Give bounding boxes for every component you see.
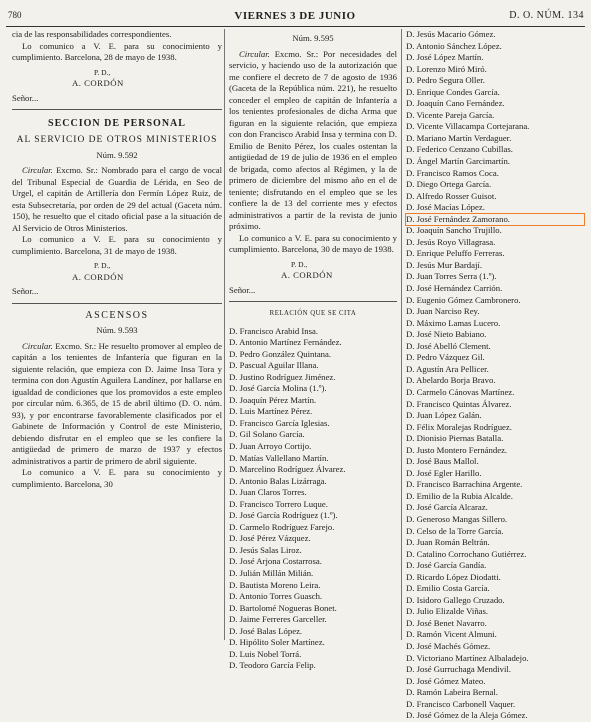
- list-item: D. Federico Cenzano Cubillas.: [406, 144, 513, 155]
- list-item: D. Carmelo Cánovas Martínez.: [406, 386, 515, 397]
- column-3: [406, 29, 584, 721]
- list-item: D. Emilio de la Rubia Alcalde.: [406, 490, 513, 501]
- list-item: D. José Egler Harillo.: [406, 467, 482, 478]
- section-title: SECCION DE PERSONAL: [48, 118, 186, 129]
- circular-body: Excmo. Sr.: Nombrado para el cargo de vocal del Tribunal Especial de Guardia de Lérida, en Seo de Urgel, el capitán de Artillería don Fermín López Ruiz, de esta Subsecretaría, por orden de 29 del actual (Gaceta núm. 150), he resuelto que el citado oficial pase a la situación de Al Servicio de Otros Ministerios.: [12, 165, 222, 233]
- list-item: D. Pascual Aguilar Illana.: [229, 360, 319, 371]
- circular-closing: Lo comunico a V. E. para su conocimiento y cumplimiento. Barcelona, 30 de mayo de 1938.: [229, 232, 397, 254]
- list-item: D. Juan Claros Torres.: [229, 487, 307, 498]
- list-item: D. Joaquín Cano Fernández.: [406, 98, 505, 109]
- circular-body: Excmo. Sr.: Por necesidades del servicio, y haciendo uso de la autorización que me confiere el decreto de 7 de agosto de 1936 (Gaceta de la República núm. 221), he resuelto conceder el empleo de capitán de Infantería a los tenientes profesionales de dicha Arma que figuran en la siguiente relación, que empieza con don Francisco Arabid Insa y termina con D. Emilio de Benito Pérez, los cuales ostentan la antigüedad de 19 de julio de 1936 en el empleo de brigada, como afectos al Régimen, y la de primero de diciembre del mismo año en el de teniente; disfrutando en el empleo que se les confiere la de 13 del corriente mes y efectos administrativos a partir de la revista de junio próximo.: [229, 48, 397, 231]
- name-list-3: [406, 29, 584, 722]
- issue-date: VIERNES 3 DE JUNIO: [234, 10, 356, 22]
- list-item: D. Agustín Ara Pellicer.: [406, 363, 489, 374]
- list-item: D. José García Molina (1.º).: [229, 383, 327, 394]
- order-number: Núm. 9.592: [96, 149, 138, 160]
- list-item: D. José García Gandía.: [406, 560, 487, 571]
- list-item: D. José García Rodríguez (1.º).: [229, 510, 338, 521]
- list-item: D. Antonio Balas Lizárraga.: [229, 475, 327, 486]
- list-item: D. Victoriano Martínez Albaladejo.: [406, 652, 529, 663]
- list-item: D. Generoso Mangas Sillero.: [406, 513, 508, 524]
- list-item: D. Catalino Corrochano Gutiérrez.: [406, 548, 527, 559]
- list-item: D. Lorenzo Miró Miró.: [406, 63, 487, 74]
- signature-block-1: [12, 67, 222, 90]
- list-item: D. Pedro Segura Oller.: [406, 75, 485, 86]
- signature-name: A. CORDÓN: [281, 270, 333, 280]
- list-item: D. Jaime Ferreres Garceller.: [229, 614, 327, 625]
- list-item: D. Justo Montero Fernández.: [406, 444, 508, 455]
- list-item: D. Francisco Ramos Coca.: [406, 167, 499, 178]
- list-item: D. Emilio Costa García.: [406, 583, 490, 594]
- signature-block-2: [12, 260, 222, 283]
- relation-title: RELACIÓN QUE SE CITA: [269, 310, 357, 317]
- list-item: D. Isidoro Gallego Cruzado.: [406, 594, 505, 605]
- list-item: D. Ramón Labeira Bernal.: [406, 687, 498, 698]
- signature-pd: P. D.,: [94, 261, 111, 270]
- list-item: D. Juan López Galán.: [406, 410, 482, 421]
- signature-name: A. CORDÓN: [72, 78, 124, 88]
- list-item: D. José Benet Navarro.: [406, 617, 487, 628]
- addressee: Señor...: [12, 92, 39, 103]
- list-item: D. Antonio Sánchez López.: [406, 40, 502, 51]
- list-item: D. Diego Ortega García.: [406, 179, 492, 190]
- list-item: D. Félix Moralejas Rodríguez.: [406, 421, 512, 432]
- section-subtitle: AL SERVICIO DE OTROS MINISTERIOS: [16, 134, 218, 145]
- intro-closing: Lo comunico a V. E. para su conocimiento y cumplimiento. Barcelona, 28 de mayo de 1938.: [12, 40, 222, 62]
- page-header: [6, 4, 584, 24]
- addressee: Señor...: [229, 284, 256, 295]
- list-item: D. José Abelló Clement.: [406, 340, 491, 351]
- list-item: D. Vicente Villacampa Cortejarana.: [406, 121, 530, 132]
- list-item: D. Hipólito Soler Martínez.: [229, 637, 325, 648]
- list-item: D. Dionisio Piernas Batalla.: [406, 433, 504, 444]
- list-item: D. Joaquín Pérez Martín.: [229, 394, 317, 405]
- list-item: D. Antonio Martínez Fernández.: [229, 337, 342, 348]
- list-item: D. Máximo Lamas Lucero.: [406, 317, 501, 328]
- list-item: D. Francisco Carbonell Vaquer.: [406, 698, 516, 709]
- list-item: D. Ricardo López Diodatti.: [406, 571, 501, 582]
- page-number: 780: [8, 10, 22, 20]
- list-item: D. Pedro Vázquez Gil.: [406, 352, 485, 363]
- list-item: D. Enrique Peluffo Ferreras.: [406, 248, 505, 259]
- order-number: Núm. 9.595: [292, 33, 334, 43]
- list-item: D. Matías Vallellano Martín.: [229, 452, 329, 463]
- circular-closing: Lo comunico a V. E. para su conocimiento y cumplimiento. Barcelona, 31 de mayo de 1938.: [12, 234, 222, 256]
- list-item: D. Jesús Royo Villagrasa.: [406, 236, 496, 247]
- list-item: D. Juan Arroyo Cortijo.: [229, 440, 312, 451]
- list-item: D. Francisco Quintas Álvarez.: [406, 398, 512, 409]
- list-item: D. José Pérez Vázquez.: [229, 533, 311, 544]
- list-item: D. Abelardo Borja Bravo.: [406, 375, 496, 386]
- list-item: D. Celso de la Torre García.: [406, 525, 504, 536]
- order-number: Núm. 9.593: [96, 325, 138, 335]
- column-2: [229, 29, 397, 671]
- list-item: D. Jesús Macario Gómez.: [406, 29, 496, 39]
- section-rule: [12, 303, 222, 304]
- circular-closing: Lo comunico a V. E. para su conocimiento y cumplimiento. Barcelona, 30: [12, 467, 222, 489]
- list-item: D. Joaquín Sancho Trujillo.: [406, 225, 502, 236]
- list-item: D. José Macías López.: [406, 202, 485, 213]
- signature-name: A. CORDÓN: [72, 271, 124, 282]
- list-item: D. José Balas López.: [229, 625, 303, 636]
- list-item: D. Juan Torres Serra (1.º).: [406, 271, 497, 282]
- list-item: D. Juan Narciso Rey.: [406, 306, 480, 317]
- list-item: D. Ángel Martín Garcimartín.: [406, 156, 510, 167]
- circular-paragraph: [229, 49, 397, 233]
- list-item: D. José Machés Gómez.: [406, 640, 491, 651]
- list-item: D. Luis Martínez Pérez.: [229, 406, 313, 417]
- list-item: D. Marcelino Rodríguez Álvarez.: [229, 464, 346, 475]
- list-item: D. José López Martín.: [406, 52, 484, 63]
- list-item: D. Luis Nobel Torrá.: [229, 648, 302, 659]
- list-item: D. Gil Solano García.: [229, 429, 305, 440]
- issue-number: D. O. NÚM. 134: [509, 10, 584, 21]
- intro-text: cia de las responsabilidades correspondientes.: [12, 29, 172, 39]
- signature-pd: P. D.,: [94, 67, 111, 77]
- list-item: D. Francisco García Iglesias.: [229, 417, 330, 428]
- circular-body: Excmo. Sr.: He resuelto promover al empleo de capitán a los tenientes de Infantería que figuran en la siguiente relación, que empieza con D. Jaime Insa Tora y termina con don Agustín Aguilera Landínez, por hallarse en igualdad de condiciones que los promovidos a este empleo por circular núm. 6.365, de 15 de abril último (D. O. núm. 93), y por encontrarse favorablemente clasificados por el Gabinete de Información y Control de este Ministerio, debiendo disfrutar en el empleo que se les confiere la antigüedad de primero de marzo de 1937 y efectos administrativos a partir de primero de abril siguiente.: [12, 340, 222, 466]
- list-item: D. José Hernández Carrión.: [406, 283, 503, 294]
- circular-paragraph: [12, 165, 222, 234]
- list-item: D. Julián Millán Milián.: [229, 567, 314, 578]
- section-rule: [229, 301, 397, 302]
- list-item: D. Justino Rodríguez Jiménez.: [229, 371, 336, 382]
- list-item: D. Eugenio Gómez Cambronero.: [406, 294, 521, 305]
- column-divider-2: [401, 29, 402, 640]
- signature-block: [229, 259, 397, 282]
- list-item: D. Pedro González Quintana.: [229, 348, 332, 359]
- list-item: D. Bautista Moreno Leira.: [229, 579, 321, 590]
- addressee: Señor...: [12, 286, 39, 296]
- column-divider-1: [224, 29, 225, 640]
- list-item: D. Jesús Mur Bardají.: [406, 259, 483, 270]
- list-item: D. Francisco Barrachina Argente.: [406, 479, 523, 490]
- list-item: D. Jesús Salas Liroz.: [229, 544, 302, 555]
- list-item: D. Antonio Torres Guasch.: [229, 591, 323, 602]
- list-item: D. José Gómez de la Aleja Gómez.: [406, 710, 528, 721]
- ascensos-title: ASCENSOS: [85, 309, 149, 321]
- list-item: D. Julio Elizalde Viñas.: [406, 606, 489, 617]
- list-item: D. Bartolomé Nogueras Bonet.: [229, 602, 337, 613]
- list-item: D. Ramón Vicent Almuni.: [406, 629, 497, 640]
- header-rule: [6, 26, 585, 27]
- list-item: D. José Gómez Mateo.: [406, 675, 486, 686]
- circular-lead: Circular.: [22, 165, 53, 175]
- list-item: D. Carmelo Rodríguez Farejo.: [229, 521, 335, 532]
- list-item: D. Juan Román Beltrán.: [406, 537, 490, 548]
- signature-pd: P. D.,: [291, 259, 308, 269]
- list-item: D. Mariano Martín Verdaguer.: [406, 132, 512, 143]
- list-item: D. Teodoro García Felip.: [229, 660, 316, 671]
- circular-paragraph: [12, 341, 222, 468]
- list-item: D. José Baus Mallol.: [406, 456, 479, 467]
- list-item: D. Francisco Torrero Luque.: [229, 498, 328, 509]
- circular-lead: Circular.: [22, 340, 53, 351]
- column-1: [12, 29, 222, 640]
- list-item: D. José García Alcaraz.: [406, 502, 488, 513]
- list-item: D. José Gurruchaga Mendivil.: [406, 664, 511, 675]
- list-item: D. José Nieto Babiano.: [406, 329, 487, 340]
- circular-lead: Circular.: [239, 48, 270, 59]
- highlighted-list-item: D. José Fernández Zamorano.: [406, 214, 584, 226]
- list-item: D. Enrique Condes García.: [406, 86, 500, 97]
- list-item: D. Francisco Arabid Insa.: [229, 325, 319, 336]
- list-item: D. Vicente Pareja García.: [406, 109, 495, 120]
- section-rule: [12, 109, 222, 110]
- name-list-2: [229, 326, 397, 672]
- list-item: D. Alfredo Rosser Guisot.: [406, 190, 497, 201]
- list-item: D. José Arjona Costarrosa.: [229, 556, 322, 567]
